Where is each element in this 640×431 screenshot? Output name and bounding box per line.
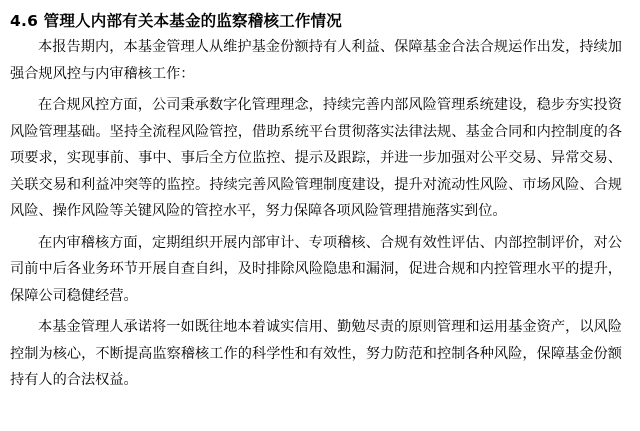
paragraph-internal-audit: 在内审稽核方面，定期组织开展内部审计、专项稽核、合规有效性评估、内部控制评价，对公司前中后各业务环节开展自查自纠，及时排除风险隐患和漏洞，促进合规和内控管理水平的提升，保障公司稳健经营。 (10, 234, 622, 304)
paragraph-compliance-risk: 在合规风控方面，公司秉承数字化管理理念，持续完善内部风险管理系统建设，稳步夯实投资风险管理基础。坚持全流程风险管控，借助系统平台贯彻落实法律法规、基金合同和内控制度的各项要求，实现事前、事中、事后全方位监控、提示及跟踪，并进一步加强对公平交易、异常交易、关联交易和利益冲突等的监控。持续完善风险管理制度建设，提升对流动性风险、市场风险、合规风险、操作风险等关键风险的管控水平，努力保障各项风险管理措施落实到位。 (10, 97, 622, 219)
paragraph-commitment: 本基金管理人承诺将一如既往地本着诚实信用、勤勉尽责的原则管理和运用基金资产，以风险控制为核心，不断提高监察稽核工作的科学性和有效性，努力防范和控制各种风险，保障基金份额持有人的合法权益。 (10, 319, 622, 388)
section-heading: 4.6 管理人内部有关本基金的监察稽核工作情况 (10, 12, 342, 30)
paragraph-intro: 本报告期内，本基金管理人从维护基金份额持有人利益、保障基金合法合规运作出发，持续加强合规风控与内审稽核工作： (10, 39, 622, 82)
